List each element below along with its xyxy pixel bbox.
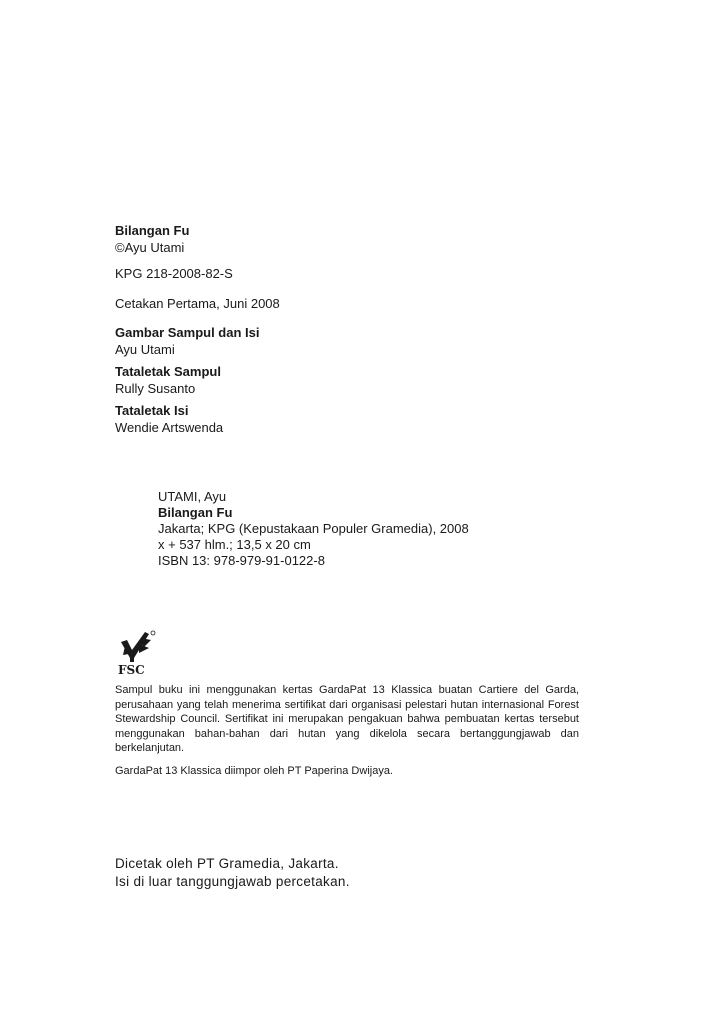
catalog-isbn: ISBN 13: 978-979-91-0122-8 <box>158 553 325 568</box>
credit-interior-layout <box>115 402 223 436</box>
copyright-line: ©Ayu Utami <box>115 240 185 255</box>
book-title: Bilangan Fu <box>115 223 190 238</box>
edition <box>115 295 280 312</box>
import-note: GardaPat 13 Klassica diimpor oleh PT Paperina Dwijaya. <box>115 765 393 777</box>
disclaimer-line: Isi di luar tanggungjawab percetakan. <box>115 874 350 889</box>
credit-cover-art <box>115 324 260 358</box>
kpg-code <box>115 265 233 282</box>
credit-name: Ayu Utami <box>115 342 175 357</box>
credit-role: Gambar Sampul dan Isi <box>115 325 260 340</box>
kpg-code-text: KPG 218-2008-82-S <box>115 266 233 281</box>
catalog-pages: x + 537 hlm.; 13,5 x 20 cm <box>158 537 311 552</box>
catalog-block <box>158 489 469 569</box>
fsc-tree-checkmark-icon <box>115 628 159 676</box>
credit-name: Wendie Artswenda <box>115 420 224 435</box>
edition-text: Cetakan Pertama, Juni 2008 <box>115 296 280 311</box>
catalog-title: Bilangan Fu <box>158 505 233 520</box>
paper-note: Sampul buku ini menggunakan kertas GardaPat 13 Klassica buatan Cartiere del Garda, perusahaan yang telah menerima sertifikat dari organisasi pelestari hutan internasional Forest Stewardship Council. Sertifikat ini merupakan pengakuan bahwa pembuatan kertas tersebut menggunakan bahan-bahan dari hutan yang dikelola secara bertanggungjawab dan berkelanjutan. <box>115 684 579 754</box>
fsc-logo-text: FSC <box>118 663 145 676</box>
title-block <box>115 222 189 256</box>
credit-cover-layout <box>115 363 221 397</box>
credit-role: Tataletak Isi <box>115 403 189 418</box>
catalog-publisher: Jakarta; KPG (Kepustakaan Populer Gramedia), 2008 <box>158 521 469 536</box>
catalog-author: UTAMI, Ayu <box>158 489 227 504</box>
printer-block <box>115 855 350 891</box>
credit-role: Tataletak Sampul <box>115 364 221 379</box>
credit-name: Rully Susanto <box>115 381 196 396</box>
printer-line: Dicetak oleh PT Gramedia, Jakarta. <box>115 856 339 871</box>
